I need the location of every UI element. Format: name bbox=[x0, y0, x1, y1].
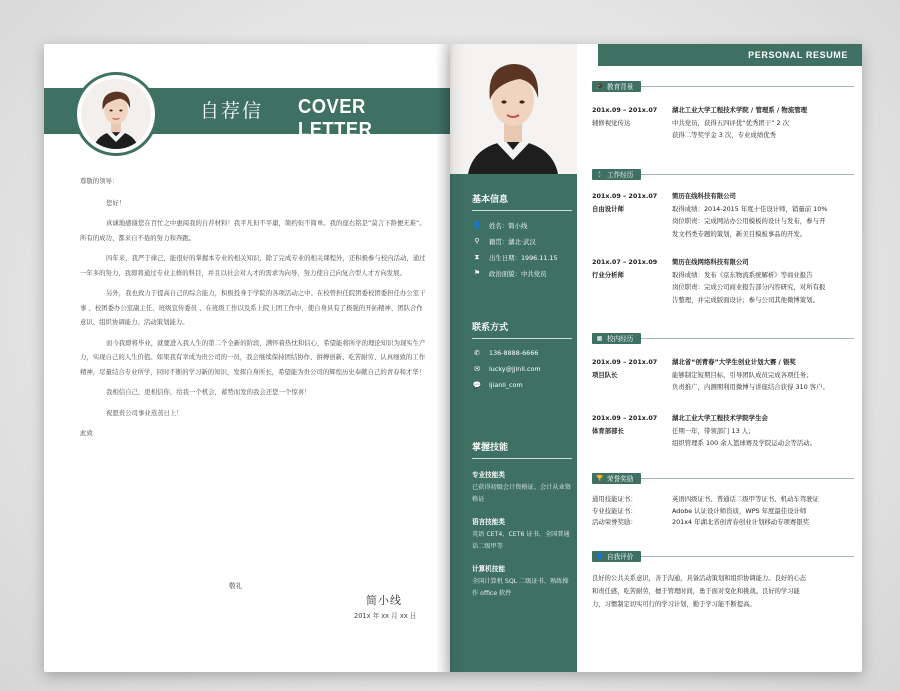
trophy-icon: 🏆 bbox=[596, 474, 604, 482]
letter-body bbox=[80, 174, 426, 441]
work-icon: 🕯 bbox=[598, 170, 601, 178]
basic-info-row: 👤 姓名：简小线 bbox=[472, 221, 528, 230]
contact-section bbox=[450, 320, 572, 393]
basic-info-row: ⚑ 政治面貌：中共党员 bbox=[473, 269, 547, 278]
letter-paragraph: 四年来，我严于律己，能很好的掌握本专业的相关知识，除了完成专业的相关课程外，还积极参与校内活动，通过一年多的努力，我即将通过专业主修的科目，并且以社会对人才的需求为向导，努力使自己向复合型人才方向发展。 bbox=[80, 254, 426, 277]
basic-info-row: ⚲ 籍贯：湖北·武汉 bbox=[472, 233, 572, 249]
letter-paragraph: 而今我即将毕业，就要进入我人生的第二个全新的阶段，满怀着热忱和信心，希望能将所学的理论知识为现实生产力，实现自己的人生价值。如果我有幸成为贵公司的一员，我会继续保持团结协作、拼搏创新、吃苦耐劳、认真细致的工作精神，尽量结合专业所学，同时不断的学习新的知识，发挥自身所长，希望能为贵公司的辉煌历史奉献自己的青春和才华！ bbox=[80, 338, 426, 376]
skill-title: 语言技能类 bbox=[472, 518, 505, 526]
person-icon: 👤 bbox=[472, 221, 482, 229]
skills-heading: 掌握技能 bbox=[472, 440, 572, 459]
flag-icon: ⚑ bbox=[473, 269, 481, 277]
resume-photo bbox=[450, 44, 577, 174]
awards-section-header: 🏆 荣誉奖励 bbox=[592, 472, 854, 484]
self-eval-section-header: 👤 自我评价 bbox=[592, 550, 854, 562]
graduation-cap-icon: 🎓 bbox=[596, 82, 604, 90]
letter-regards: 敬礼 bbox=[229, 582, 243, 590]
letter-date: 201x 年 xx 月 xx 日 bbox=[354, 612, 417, 620]
chat-icon: 💬 bbox=[472, 381, 482, 389]
letter-paragraph: 真诚地感谢您在百忙之中惠阅我的自荐材料！我平凡但不平庸，简约但不简单。我的座右铭是“莫言下龄便无难”。所有的成功，都来自不倦的努力和奔跑。 bbox=[80, 219, 426, 242]
self-eval-text: 良好的公共关系意识，善于沟通，具备活动策划和组织协调能力。良好的心态 和责任感，吃苦耐劳，擅于管理时间，勇于面对变化和挑战。良好的学习能 力，习惯制定切实可行的学习计划，勤于学习能不断提高。 bbox=[592, 575, 807, 608]
education-section-header: 🎓 教育背景 bbox=[592, 80, 854, 92]
basic-info-section bbox=[450, 192, 572, 281]
cover-letter-page bbox=[44, 44, 450, 672]
personal-resume-header: PERSONAL RESUME bbox=[598, 44, 862, 66]
cover-letter-title-en: COVER LETTER bbox=[298, 96, 373, 141]
letter-end: 此致 bbox=[80, 429, 93, 437]
contact-row: ✉ lucky@jjinli.com bbox=[472, 361, 572, 377]
contact-row: ✆ 136-8888-6666 bbox=[472, 345, 572, 361]
letter-closing: 我相信自己，更相信你，给我一个机会，蓄势而发的我会还您一个惊喜！ bbox=[106, 388, 311, 396]
person-icon: 👤 bbox=[596, 552, 604, 560]
location-icon: ⚲ bbox=[474, 237, 480, 245]
skills-section bbox=[450, 440, 572, 600]
basic-info-heading: 基本信息 bbox=[472, 192, 572, 211]
mail-icon: ✉ bbox=[474, 365, 480, 373]
skill-desc: 已获得初级会计资格证、会计从业资格证 bbox=[472, 484, 571, 503]
portrait-photo bbox=[81, 79, 151, 149]
skill-desc: 英语 CET4、CET6 证书、全国普通话二级甲等 bbox=[472, 531, 570, 550]
cover-letter-title-cn: 自荐信 bbox=[200, 100, 264, 122]
contact-row: 💬 ijianli_com bbox=[472, 381, 523, 389]
letter-wish: 祝愿贵公司事业蒸蒸日上！ bbox=[106, 408, 183, 417]
resume-page: 基本信息 👤 姓名：简小线 ⚲ 籍贯：湖北·武汉 ⧗ 出生日期：1996.11.15 ⚑ 政治面貌：中共党员 联系方式 ✆ 136-8888-6666 ✉ lucky@jjinli.com 💬 ijianli_com 掌握技能 专业技能类 已获得初级会计资格证、会计从业资格证 语言技能类 英语 CET4、CET6 证书、全国普通话二级甲等 计算机技能 全国计算机 SQL 二级证书、熟练操作 office 软件 PERSONAL RESUME 🎓 教育背景 201x.09 – 201x.07 辅修视觉传达 湖北工业大学工程技术学院 / 管理系 / 物流管理 中共党员，获得五四评优“优秀团干” 2 次 获得二等奖学金 3 次，专业成绩优秀 🕯 工作经历 201x.09 – 201x.07 自由设计师 简历在线科技有限公司 取得成绩：2014-2015 年度十佳设计师，销量前 10% 岗位职责：完成网站办公用模板的设计与发布，参与开 发文档类专题的策划，新美目模板事品的开发。 201x.07 – 201x.09 行业分析师 简历在线网络科技有限公司 取得成绩：发布《京东物流系统解析》等商业报告 岗位职责：完成公司商业报告部分内容研究，对所有报 告整理，并完成版面设计；参与公司其他微博策划。 ▦ 校内经历 201x.09 – 201x.07 项目队长 湖北省“创青春”大学生创业计划大赛 / 银奖 能够制定短期目标，引导团队成员完成各项任务； 负责推广，内测期利用微博与讲座结合获得 310 客户。 201x.09 – 201x.07 体育部部长 湖北工业大学工程技术学院学生会 任期一年，带领部门 13 人； 组织管理系 100 余人篮球赛及学院运动会等活动。 🏆 荣誉奖励 通用技能证书： 专业技能证书： 活动荣誉奖励： 英语四级证书、普通话二级甲等证书、机动车驾驶证 Adobe 认证设计师资质，WPS 年度最佳设计师 201x4 年湖北省创青春创业计划移动专项赛银奖 👤 自我评价 良好的公共关系意识，善于沟通，具备活动策划和组织协调能力。良好的心态 和责任感，吃苦耐劳，擅于管理时间，勇于面对变化和挑战。良好的学习能 力，习惯制定切实可行的学习计划，勤于学习能不断提高。 bbox=[450, 44, 862, 672]
letter-paragraph: 另外，我也致力于提高自己的综合能力，积极投身于学院的各项活动之中。在校曾担任院团委校团委担任办公室干事 、校团委办公室副主任、班级宣传委员 、在班级工作以及系上院上团工作中，使自身具有了极强的开拓精神、团队合作意识、组织协调能力、活动策划能力。 bbox=[80, 289, 426, 326]
letter-greeting: 您好！ bbox=[106, 198, 126, 207]
avatar bbox=[74, 72, 158, 156]
basic-info-row: ⧗ 出生日期：1996.11.15 bbox=[472, 249, 572, 265]
work-section-header: 🕯 工作经历 bbox=[592, 168, 854, 180]
resume-sidebar bbox=[450, 174, 577, 672]
campus-section-header: ▦ 校内经历 bbox=[592, 332, 854, 344]
skill-title: 专业技能类 bbox=[472, 471, 505, 479]
letter-salutation: 尊敬的领导： bbox=[80, 177, 119, 185]
hourglass-icon: ⧗ bbox=[474, 252, 480, 261]
letter-signature-name: 简小线 bbox=[366, 594, 402, 607]
phone-icon: ✆ bbox=[474, 349, 480, 357]
portrait-photo bbox=[450, 44, 577, 174]
building-icon: ▦ bbox=[596, 334, 603, 342]
contact-heading: 联系方式 bbox=[472, 320, 572, 339]
skill-desc: 全国计算机 SQL 二级证书、熟练操作 office 软件 bbox=[472, 578, 569, 597]
skill-title: 计算机技能 bbox=[472, 565, 505, 573]
